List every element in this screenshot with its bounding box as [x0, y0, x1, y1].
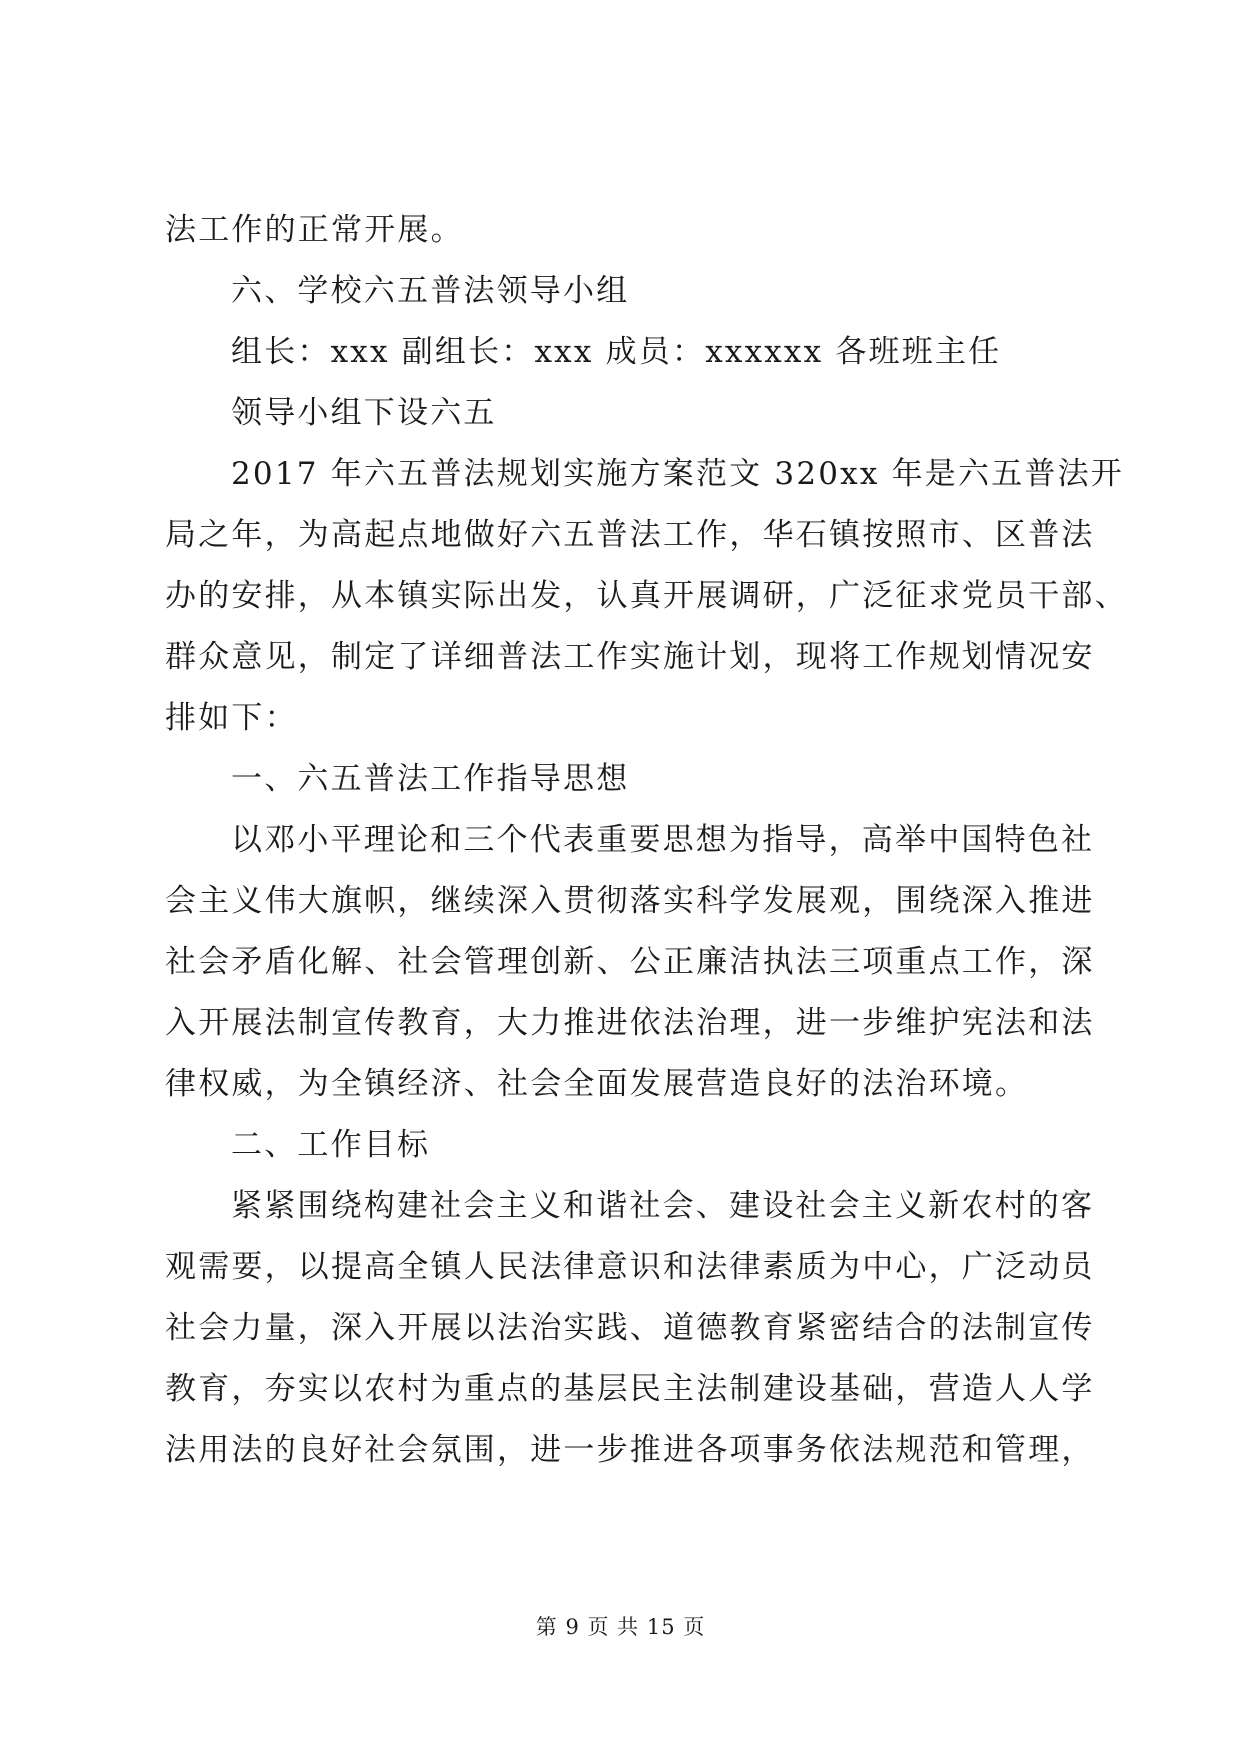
paragraph-line: 社会力量，深入开展以法治实践、道德教育紧密结合的法制宣传	[165, 1310, 1095, 1346]
section-heading: 一、六五普法工作指导思想	[231, 761, 630, 797]
paragraph-line: 法用法的良好社会氛围，进一步推进各项事务依法规范和管理，	[165, 1432, 1095, 1468]
section-heading: 二、工作目标	[231, 1127, 431, 1163]
paragraph-line: 紧紧围绕构建社会主义和谐社会、建设社会主义新农村的客	[231, 1188, 1095, 1224]
paragraph-line: 以邓小平理论和三个代表重要思想为指导，高举中国特色社	[231, 822, 1095, 858]
paragraph-line: 观需要，以提高全镇人民法律意识和法律素质为中心，广泛动员	[165, 1249, 1095, 1285]
paragraph-line: 群众意见，制定了详细普法工作实施计划，现将工作规划情况安	[165, 639, 1095, 675]
paragraph-line: 教育，夯实以农村为重点的基层民主法制建设基础，营造人人学	[165, 1371, 1095, 1407]
section-heading: 六、学校六五普法领导小组	[231, 273, 630, 309]
paragraph-line: 2017 年六五普法规划实施方案范文 320xx 年是六五普法开	[231, 456, 1124, 492]
paragraph-line: 法工作的正常开展。	[165, 212, 464, 248]
paragraph-line: 排如下：	[165, 700, 298, 736]
paragraph-line: 办的安排，从本镇实际出发，认真开展调研，广泛征求党员干部、	[165, 578, 1128, 614]
paragraph-line: 律权威，为全镇经济、社会全面发展营造良好的法治环境。	[165, 1066, 1029, 1102]
paragraph-line: 领导小组下设六五	[231, 395, 497, 431]
paragraph-line: 社会矛盾化解、社会管理创新、公正廉洁执法三项重点工作，深	[165, 944, 1095, 980]
page-number-footer: 第 9 页 共 15 页	[535, 1615, 706, 1639]
paragraph-line: 局之年，为高起点地做好六五普法工作，华石镇按照市、区普法	[165, 517, 1095, 553]
paragraph-line: 组长：xxx 副组长：xxx 成员：xxxxxx 各班班主任	[231, 334, 1002, 370]
document-body	[165, 200, 1128, 1481]
paragraph-line: 会主义伟大旗帜，继续深入贯彻落实科学发展观，围绕深入推进	[165, 883, 1095, 919]
paragraph-line: 入开展法制宣传教育，大力推进依法治理，进一步维护宪法和法	[165, 1005, 1095, 1041]
